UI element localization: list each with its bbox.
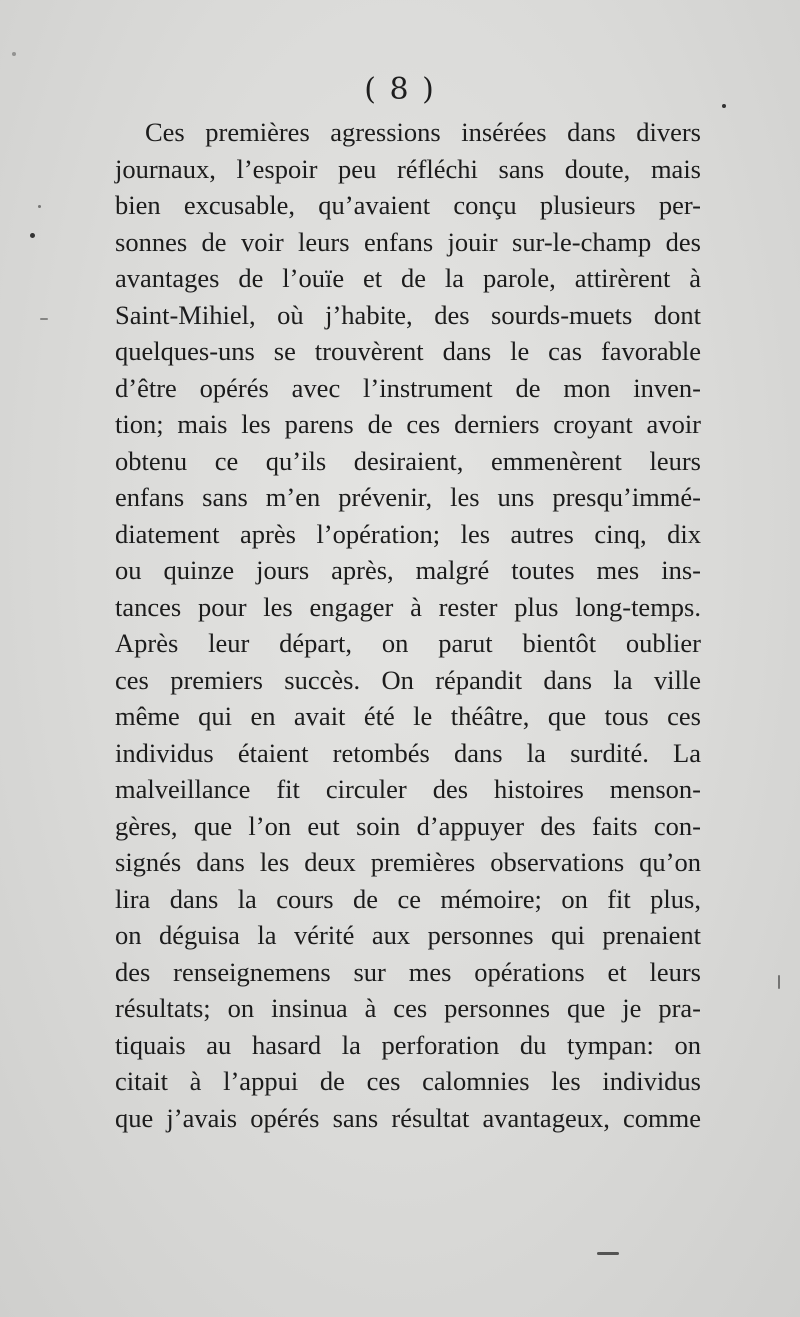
- text-line: enfans sans m’en prévenir, les uns presqu’immé-: [115, 482, 701, 512]
- text-line: obtenu ce qu’ils desiraient, emmenèrent leurs: [115, 445, 701, 476]
- text-line: Saint-Mihiel, où j’habite, des sourds-muets dont: [115, 299, 701, 330]
- text-line: ces premiers succès. On répandit dans la ville: [115, 664, 701, 695]
- text-line: citait à l’appui de ces calomnies les individus: [115, 1066, 701, 1096]
- text-line: tiquais au hasard la perforation du tympan: on: [115, 1029, 701, 1060]
- text-line: signés dans les deux premières observations qu’on: [115, 847, 701, 877]
- page-number: ( 8 ): [364, 72, 436, 107]
- text-line: quelques-uns se trouvèrent dans le cas favorable: [115, 336, 701, 366]
- text-line: même qui en avait été le théâtre, que tous ces: [115, 701, 701, 731]
- text-line: gères, que l’on eut soin d’appuyer des faits con-: [115, 810, 701, 841]
- text-line: sonnes de voir leurs enfans jouir sur-le-champ des: [115, 226, 701, 257]
- text-line: on déguisa la vérité aux personnes qui prenaient: [115, 920, 701, 950]
- ink-speck: [30, 233, 35, 238]
- ink-speck: [778, 975, 780, 989]
- text-line: d’être opérés avec l’instrument de mon inven-: [115, 372, 701, 403]
- text-line: ou quinze jours après, malgré toutes mes ins-: [115, 555, 701, 585]
- body-text: [115, 114, 701, 1136]
- text-line: Après leur départ, on parut bientôt oublier: [115, 628, 701, 658]
- text-line: tances pour les engager à rester plus long-temps.: [115, 591, 701, 622]
- ink-speck: [597, 1252, 619, 1255]
- ink-speck: [38, 205, 41, 208]
- text-line: Ces premières agressions insérées dans divers: [145, 117, 701, 147]
- text-line: journaux, l’espoir peu réfléchi sans doute, mais: [115, 153, 701, 184]
- ink-speck: [40, 318, 48, 320]
- ink-speck: [12, 52, 16, 56]
- text-line: diatement après l’opération; les autres cinq, dix: [115, 518, 701, 549]
- text-line: lira dans la cours de ce mémoire; on fit plus,: [115, 883, 701, 914]
- text-line: que j’avais opérés sans résultat avantageux, comme: [115, 1102, 701, 1133]
- text-line: résultats; on insinua à ces personnes que je pra-: [115, 993, 701, 1023]
- text-line: avantages de l’ouïe et de la parole, attirèrent à: [115, 263, 701, 293]
- text-line: malveillance fit circuler des histoires menson-: [115, 774, 701, 804]
- text-line: individus étaient retombés dans la surdité. La: [115, 737, 701, 768]
- ink-speck: [722, 104, 726, 108]
- text-line: tion; mais les parens de ces derniers croyant avoir: [115, 409, 701, 439]
- text-line: bien excusable, qu’avaient conçu plusieurs per-: [115, 190, 701, 220]
- text-line: des renseignemens sur mes opérations et leurs: [115, 956, 701, 987]
